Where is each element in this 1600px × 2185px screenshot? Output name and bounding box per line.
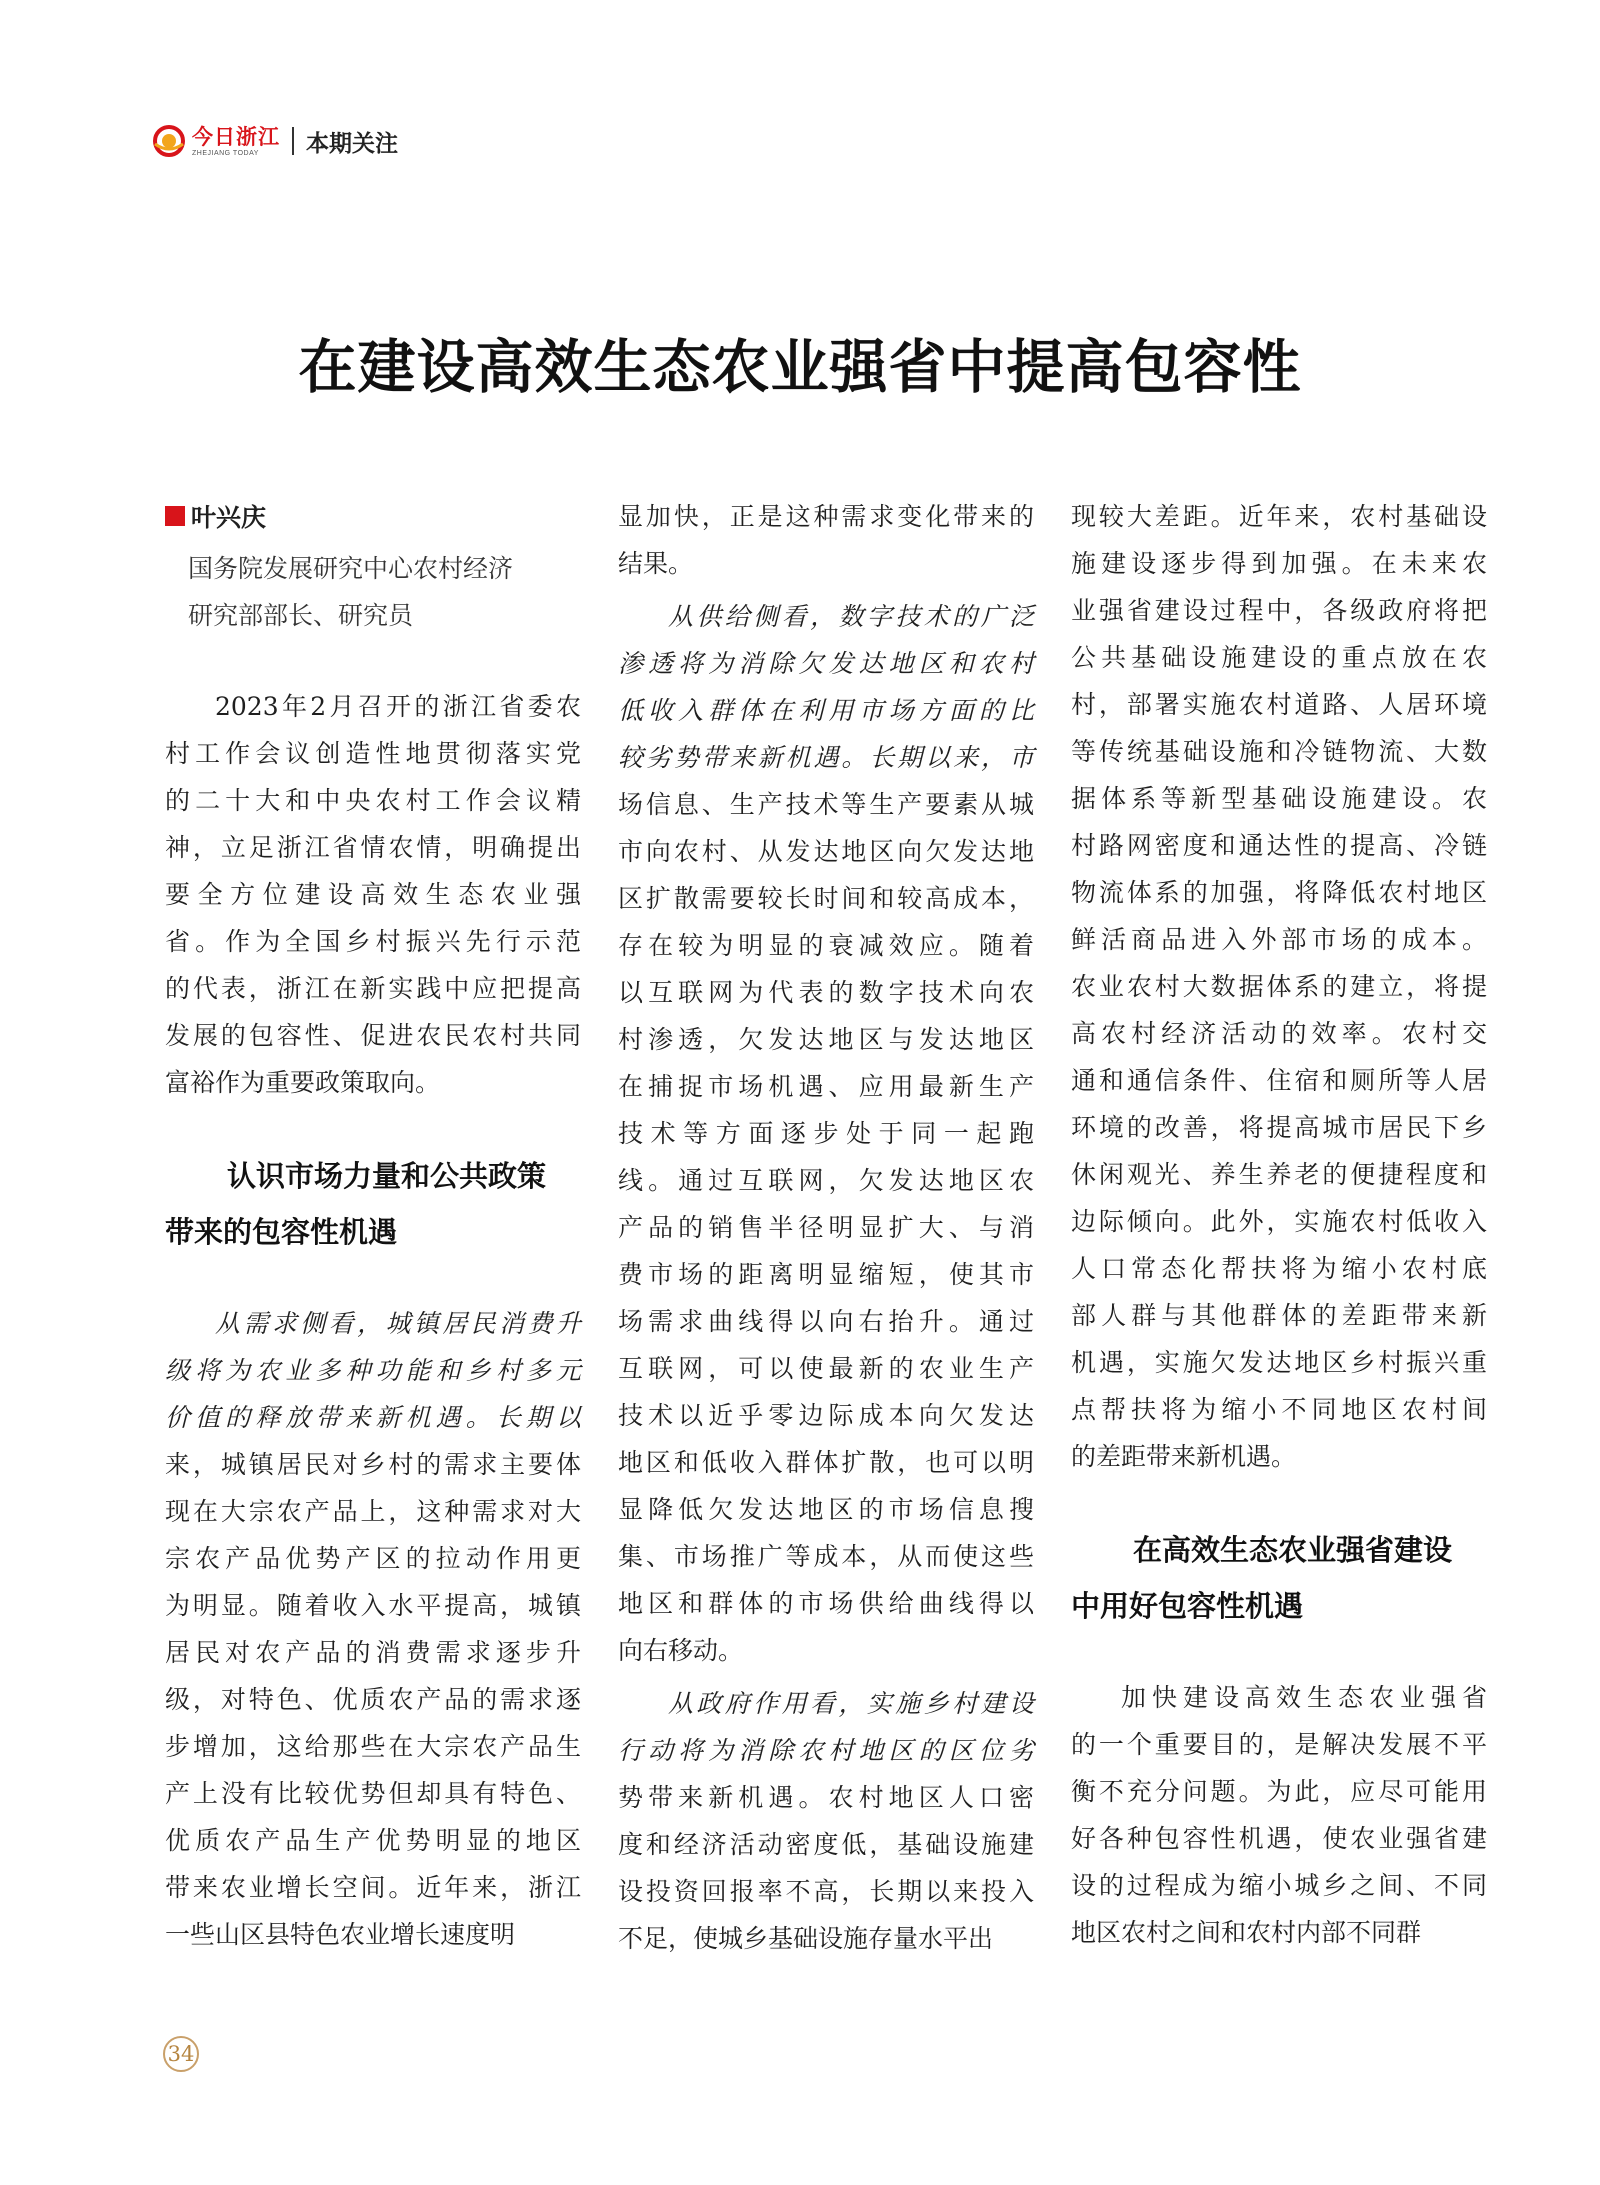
text-line: 互联网，可以使最新的农业生产	[618, 1354, 1034, 1383]
text-line: 通和通信条件、住宿和厕所等人居	[1071, 1066, 1487, 1095]
text-line: 设的过程成为缩小城乡之间、不同	[1071, 1871, 1487, 1900]
text-line: 结果。	[618, 549, 694, 578]
text-line: 人口常态化帮扶将为缩小农村底	[1071, 1254, 1487, 1283]
text-line: 边际倾向。此外，实施农村低收入	[1071, 1207, 1487, 1236]
magazine-logo	[152, 124, 280, 158]
paragraph	[165, 683, 581, 1106]
text-line: 环境的改善，将提高城市居民下乡	[1071, 1113, 1487, 1142]
text-line: 的二十大和中央农村工作会议精	[165, 786, 581, 815]
text-column-3	[1071, 493, 1487, 1956]
logo-chinese-text: 今日浙江	[192, 123, 280, 149]
text-line: 显降低欠发达地区的市场信息搜	[618, 1495, 1034, 1524]
text-line: 要全方位建设高效生态农业强	[165, 880, 581, 909]
heading-line: 带来的包容性机遇	[165, 1215, 398, 1249]
text-line: 村渗透，欠发达地区与发达地区	[618, 1025, 1034, 1054]
text-line: 高农村经济活动的效率。农村交	[1071, 1019, 1487, 1048]
text-line: 据体系等新型基础设施建设。农	[1071, 784, 1487, 813]
text-line: 现较大差距。近年来，农村基础设	[1071, 502, 1487, 531]
text-line: 发展的包容性、促进农民农村共同	[165, 1021, 581, 1050]
author-affiliation	[188, 545, 588, 639]
text-line: 优质农产品生产优势明显的地区	[165, 1826, 581, 1855]
affiliation-line: 研究部部长、研究员	[188, 601, 414, 630]
text-line: 业强省建设过程中，各级政府将把	[1071, 596, 1487, 625]
text-column-1	[165, 683, 581, 1958]
logo-english-text: ZHEJIANG TODAY	[192, 149, 259, 157]
text-line: 农业农村大数据体系的建立，将提	[1071, 972, 1487, 1001]
text-line: 场信息、生产技术等生产要素从城	[618, 790, 1034, 819]
text-column-2	[618, 493, 1034, 1962]
text-line: 渗透将为消除欠发达地区和农村	[618, 649, 1034, 678]
affiliation-line: 国务院发展研究中心农村经济	[188, 554, 514, 583]
text-line: 现在大宗农产品上，这种需求对大	[165, 1497, 581, 1526]
text-line: 技术以近乎零边际成本向欠发达	[618, 1401, 1034, 1430]
text-line: 村工作会议创造性地贯彻落实党	[165, 739, 581, 768]
text-line: 物流体系的加强，将降低农村地区	[1071, 878, 1487, 907]
text-line: 村路网密度和通达性的提高、冷链	[1071, 831, 1487, 860]
text-line: 从政府作用看，实施乡村建设	[668, 1689, 1034, 1718]
text-line: 显加快，正是这种需求变化带来的	[618, 502, 1034, 531]
text-line: 带来农业增长空间。近年来，浙江	[165, 1873, 581, 1902]
text-line: 富裕作为重要政策取向。	[165, 1068, 441, 1097]
heading-line: 在高效生态农业强省建设	[1133, 1533, 1453, 1567]
text-line: 存在较为明显的衰减效应。随着	[618, 931, 1034, 960]
text-line: 价值的释放带来新机遇。长期以	[165, 1403, 581, 1432]
section-heading	[165, 1148, 581, 1260]
text-line: 好各种包容性机遇，使农业强省建	[1071, 1824, 1487, 1853]
author-byline	[165, 498, 266, 534]
text-line: 向右移动。	[618, 1636, 744, 1665]
text-line: 宗农产品优势产区的拉动作用更	[165, 1544, 581, 1573]
paragraph	[165, 1300, 581, 1958]
paragraph	[1071, 493, 1487, 1480]
author-name: 叶兴庆	[191, 503, 267, 532]
sun-logo-icon	[152, 124, 186, 158]
text-line: 产上没有比较优势但却具有特色、	[165, 1779, 581, 1808]
paragraph	[618, 593, 1034, 1674]
text-line: 的一个重要目的，是解决发展不平	[1071, 1730, 1487, 1759]
section-heading	[1071, 1522, 1487, 1634]
text-line: 公共基础设施建设的重点放在农	[1071, 643, 1487, 672]
text-line: 一些山区县特色农业增长速度明	[165, 1920, 516, 1949]
text-line: 级将为农业多种功能和乡村多元	[165, 1356, 581, 1385]
text-line: 势带来新机遇。农村地区人口密	[618, 1783, 1034, 1812]
text-line: 从供给侧看，数字技术的广泛	[668, 602, 1034, 631]
text-line: 步增加，这给那些在大宗农产品生	[165, 1732, 581, 1761]
text-line: 产品的销售半径明显扩大、与消	[618, 1213, 1034, 1242]
heading-line: 认识市场力量和公共政策	[227, 1159, 547, 1193]
text-line: 市向农村、从发达地区向欠发达地	[618, 837, 1034, 866]
text-line: 场需求曲线得以向右抬升。通过	[618, 1307, 1034, 1336]
text-line: 施建设逐步得到加强。在未来农	[1071, 549, 1487, 578]
text-line: 度和经济活动密度低，基础设施建	[618, 1830, 1034, 1859]
text-line: 鲜活商品进入外部市场的成本。	[1071, 925, 1487, 954]
page-number: 34	[163, 2036, 199, 2072]
text-line: 点帮扶将为缩小不同地区农村间	[1071, 1395, 1487, 1424]
text-line: 休闲观光、养生养老的便捷程度和	[1071, 1160, 1487, 1189]
paragraph	[618, 1680, 1034, 1962]
text-line: 2023年2月召开的浙江省委农	[215, 692, 581, 721]
header-divider	[292, 127, 294, 155]
text-line: 居民对农产品的消费需求逐步升	[165, 1638, 581, 1667]
text-line: 省。作为全国乡村振兴先行示范	[165, 927, 581, 956]
text-line: 的差距带来新机遇。	[1071, 1442, 1297, 1471]
text-line: 区扩散需要较长时间和较高成本，	[618, 884, 1034, 913]
text-line: 技术等方面逐步处于同一起跑	[618, 1119, 1034, 1148]
running-header	[152, 118, 398, 164]
text-line: 在捕捉市场机遇、应用最新生产	[618, 1072, 1034, 1101]
text-line: 以互联网为代表的数字技术向农	[618, 978, 1034, 1007]
text-line: 来，城镇居民对乡村的需求主要体	[165, 1450, 581, 1479]
text-line: 从需求侧看，城镇居民消费升	[215, 1309, 581, 1338]
text-line: 地区和低收入群体扩散，也可以明	[618, 1448, 1034, 1477]
text-line: 集、市场推广等成本，从而使这些	[618, 1542, 1034, 1571]
text-line: 加快建设高效生态农业强省	[1121, 1683, 1487, 1712]
text-line: 地区和群体的市场供给曲线得以	[618, 1589, 1034, 1618]
heading-line: 中用好包容性机遇	[1071, 1589, 1304, 1623]
text-line: 为明显。随着收入水平提高，城镇	[165, 1591, 581, 1620]
text-line: 设投资回报率不高，长期以来投入	[618, 1877, 1034, 1906]
author-marker-icon	[165, 506, 185, 526]
text-line: 机遇，实施欠发达地区乡村振兴重	[1071, 1348, 1487, 1377]
paragraph	[618, 493, 1034, 587]
article-title: 在建设高效生态农业强省中提高包容性	[298, 333, 1302, 401]
text-line: 村，部署实施农村道路、人居环境	[1071, 690, 1487, 719]
text-line: 的代表，浙江在新实践中应把提高	[165, 974, 581, 1003]
text-line: 行动将为消除农村地区的区位劣	[618, 1736, 1034, 1765]
text-line: 级，对特色、优质农产品的需求逐	[165, 1685, 581, 1714]
text-line: 等传统基础设施和冷链物流、大数	[1071, 737, 1487, 766]
text-line: 地区农村之间和农村内部不同群	[1071, 1918, 1422, 1947]
text-line: 不足，使城乡基础设施存量水平出	[618, 1924, 994, 1953]
text-line: 部人群与其他群体的差距带来新	[1071, 1301, 1487, 1330]
text-line: 费市场的距离明显缩短，使其市	[618, 1260, 1034, 1289]
text-line: 低收入群体在利用市场方面的比	[618, 696, 1034, 725]
text-line: 线。通过互联网，欠发达地区农	[618, 1166, 1034, 1195]
paragraph	[1071, 1674, 1487, 1956]
text-line: 神，立足浙江省情农情，明确提出	[165, 833, 581, 862]
text-line: 较劣势带来新机遇。长期以来，市	[618, 743, 1034, 772]
section-label: 本期关注	[306, 130, 398, 157]
text-line: 衡不充分问题。为此，应尽可能用	[1071, 1777, 1487, 1806]
